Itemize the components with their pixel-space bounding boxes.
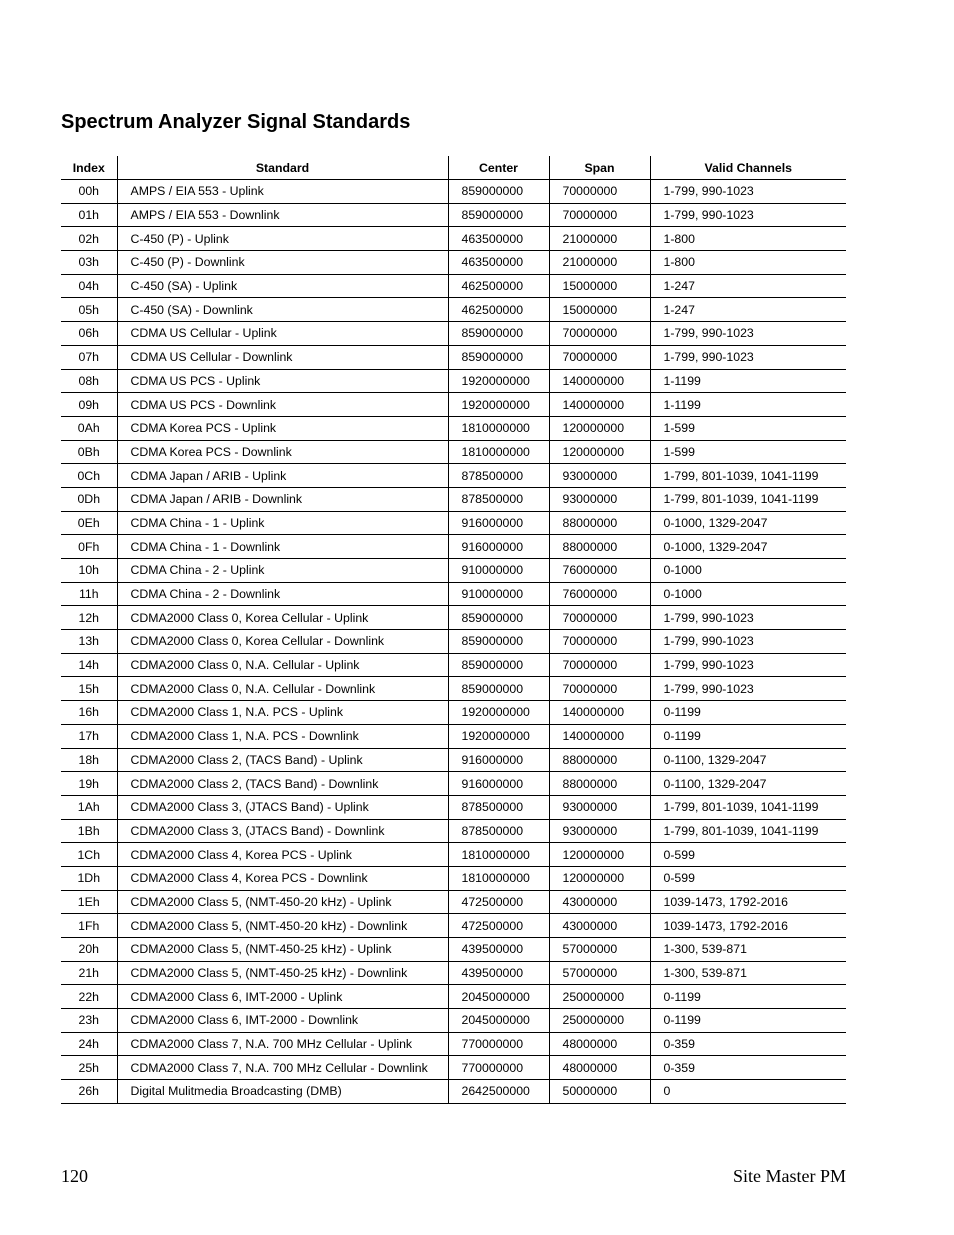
span-cell: 70000000 bbox=[549, 677, 650, 701]
standard-cell: AMPS / EIA 553 - Downlink bbox=[117, 203, 448, 227]
table-row bbox=[61, 298, 846, 322]
standard-cell: CDMA US Cellular - Uplink bbox=[117, 322, 448, 346]
standard-cell: CDMA2000 Class 5, (NMT-450-25 kHz) - Uplink bbox=[117, 938, 448, 962]
table-row bbox=[61, 772, 846, 796]
valid-channels-cell: 1-799, 801-1039, 1041-1199 bbox=[650, 464, 846, 488]
center-cell: 1810000000 bbox=[448, 843, 549, 867]
table-row bbox=[61, 606, 846, 630]
valid-channels-cell: 1-799, 990-1023 bbox=[650, 180, 846, 204]
index-cell: 06h bbox=[61, 322, 117, 346]
standard-cell: CDMA Korea PCS - Uplink bbox=[117, 416, 448, 440]
valid-channels-cell: 0-1000 bbox=[650, 559, 846, 583]
table-row bbox=[61, 653, 846, 677]
valid-channels-cell: 1-1199 bbox=[650, 393, 846, 417]
table-row bbox=[61, 1032, 846, 1056]
index-cell: 13h bbox=[61, 630, 117, 654]
center-cell: 472500000 bbox=[448, 890, 549, 914]
span-cell: 88000000 bbox=[549, 772, 650, 796]
span-cell: 15000000 bbox=[549, 274, 650, 298]
center-cell: 2045000000 bbox=[448, 985, 549, 1009]
center-cell: 2045000000 bbox=[448, 1009, 549, 1033]
standard-cell: C-450 (SA) - Uplink bbox=[117, 274, 448, 298]
table-row bbox=[61, 961, 846, 985]
standard-cell: CDMA2000 Class 5, (NMT-450-20 kHz) - Uplink bbox=[117, 890, 448, 914]
valid-channels-cell: 1-300, 539-871 bbox=[650, 961, 846, 985]
valid-channels-cell: 1-799, 990-1023 bbox=[650, 345, 846, 369]
span-cell: 93000000 bbox=[549, 487, 650, 511]
standard-cell: CDMA2000 Class 3, (JTACS Band) - Uplink bbox=[117, 795, 448, 819]
center-cell: 916000000 bbox=[448, 511, 549, 535]
valid-channels-cell: 1-799, 990-1023 bbox=[650, 203, 846, 227]
center-cell: 878500000 bbox=[448, 795, 549, 819]
table-row bbox=[61, 1056, 846, 1080]
standard-cell: CDMA2000 Class 0, N.A. Cellular - Uplink bbox=[117, 653, 448, 677]
standard-cell: CDMA2000 Class 0, Korea Cellular - Uplink bbox=[117, 606, 448, 630]
index-cell: 1Ch bbox=[61, 843, 117, 867]
center-cell: 878500000 bbox=[448, 487, 549, 511]
valid-channels-cell: 1-599 bbox=[650, 416, 846, 440]
index-cell: 24h bbox=[61, 1032, 117, 1056]
center-cell: 878500000 bbox=[448, 464, 549, 488]
valid-channels-cell: 1-300, 539-871 bbox=[650, 938, 846, 962]
center-cell: 859000000 bbox=[448, 345, 549, 369]
center-cell: 1810000000 bbox=[448, 440, 549, 464]
center-cell: 859000000 bbox=[448, 203, 549, 227]
span-cell: 93000000 bbox=[549, 795, 650, 819]
valid-channels-cell: 0-1100, 1329-2047 bbox=[650, 748, 846, 772]
standard-cell: CDMA2000 Class 5, (NMT-450-25 kHz) - Downlink bbox=[117, 961, 448, 985]
valid-channels-cell: 0-1100, 1329-2047 bbox=[650, 772, 846, 796]
span-cell: 88000000 bbox=[549, 535, 650, 559]
column-header-index: Index bbox=[61, 156, 117, 180]
center-cell: 439500000 bbox=[448, 938, 549, 962]
center-cell: 463500000 bbox=[448, 227, 549, 251]
standard-cell: CDMA2000 Class 4, Korea PCS - Uplink bbox=[117, 843, 448, 867]
table-row bbox=[61, 1009, 846, 1033]
index-cell: 04h bbox=[61, 274, 117, 298]
center-cell: 1920000000 bbox=[448, 369, 549, 393]
table-row bbox=[61, 345, 846, 369]
standard-cell: CDMA2000 Class 2, (TACS Band) - Uplink bbox=[117, 748, 448, 772]
table-row bbox=[61, 795, 846, 819]
span-cell: 21000000 bbox=[549, 251, 650, 275]
table-row bbox=[61, 843, 846, 867]
center-cell: 1920000000 bbox=[448, 393, 549, 417]
span-cell: 48000000 bbox=[549, 1056, 650, 1080]
valid-channels-cell: 1-1199 bbox=[650, 369, 846, 393]
table-row bbox=[61, 938, 846, 962]
span-cell: 43000000 bbox=[549, 890, 650, 914]
center-cell: 910000000 bbox=[448, 582, 549, 606]
standard-cell: CDMA Japan / ARIB - Uplink bbox=[117, 464, 448, 488]
valid-channels-cell: 1039-1473, 1792-2016 bbox=[650, 914, 846, 938]
index-cell: 10h bbox=[61, 559, 117, 583]
standard-cell: CDMA China - 1 - Downlink bbox=[117, 535, 448, 559]
standard-cell: CDMA China - 1 - Uplink bbox=[117, 511, 448, 535]
column-header-standard: Standard bbox=[117, 156, 448, 180]
standard-cell: CDMA2000 Class 0, N.A. Cellular - Downlink bbox=[117, 677, 448, 701]
standard-cell: CDMA China - 2 - Downlink bbox=[117, 582, 448, 606]
valid-channels-cell: 0-359 bbox=[650, 1056, 846, 1080]
table-row bbox=[61, 274, 846, 298]
index-cell: 02h bbox=[61, 227, 117, 251]
standard-cell: AMPS / EIA 553 - Uplink bbox=[117, 180, 448, 204]
span-cell: 93000000 bbox=[549, 464, 650, 488]
valid-channels-cell: 0-1000, 1329-2047 bbox=[650, 535, 846, 559]
span-cell: 120000000 bbox=[549, 843, 650, 867]
standard-cell: CDMA2000 Class 0, Korea Cellular - Downlink bbox=[117, 630, 448, 654]
table-row bbox=[61, 748, 846, 772]
standard-cell: CDMA US Cellular - Downlink bbox=[117, 345, 448, 369]
span-cell: 48000000 bbox=[549, 1032, 650, 1056]
index-cell: 1Ah bbox=[61, 795, 117, 819]
standard-cell: CDMA2000 Class 7, N.A. 700 MHz Cellular - Uplink bbox=[117, 1032, 448, 1056]
column-header-valid-channels: Valid Channels bbox=[650, 156, 846, 180]
valid-channels-cell: 1-800 bbox=[650, 251, 846, 275]
index-cell: 21h bbox=[61, 961, 117, 985]
valid-channels-cell: 0-599 bbox=[650, 843, 846, 867]
table-row bbox=[61, 559, 846, 583]
span-cell: 21000000 bbox=[549, 227, 650, 251]
standard-cell: CDMA2000 Class 1, N.A. PCS - Downlink bbox=[117, 724, 448, 748]
span-cell: 93000000 bbox=[549, 819, 650, 843]
page-title: Spectrum Analyzer Signal Standards bbox=[61, 111, 411, 133]
standard-cell: CDMA2000 Class 7, N.A. 700 MHz Cellular - Downlink bbox=[117, 1056, 448, 1080]
span-cell: 70000000 bbox=[549, 345, 650, 369]
span-cell: 120000000 bbox=[549, 416, 650, 440]
center-cell: 439500000 bbox=[448, 961, 549, 985]
span-cell: 50000000 bbox=[549, 1080, 650, 1104]
index-cell: 05h bbox=[61, 298, 117, 322]
standard-cell: CDMA2000 Class 2, (TACS Band) - Downlink bbox=[117, 772, 448, 796]
span-cell: 140000000 bbox=[549, 393, 650, 417]
index-cell: 08h bbox=[61, 369, 117, 393]
span-cell: 15000000 bbox=[549, 298, 650, 322]
index-cell: 23h bbox=[61, 1009, 117, 1033]
center-cell: 859000000 bbox=[448, 630, 549, 654]
table-row bbox=[61, 511, 846, 535]
center-cell: 2642500000 bbox=[448, 1080, 549, 1104]
center-cell: 859000000 bbox=[448, 606, 549, 630]
index-cell: 03h bbox=[61, 251, 117, 275]
valid-channels-cell: 1-799, 990-1023 bbox=[650, 677, 846, 701]
valid-channels-cell: 1-799, 990-1023 bbox=[650, 322, 846, 346]
span-cell: 70000000 bbox=[549, 322, 650, 346]
table-row bbox=[61, 914, 846, 938]
valid-channels-cell: 0-599 bbox=[650, 866, 846, 890]
index-cell: 0Fh bbox=[61, 535, 117, 559]
standard-cell: C-450 (P) - Uplink bbox=[117, 227, 448, 251]
table-row bbox=[61, 227, 846, 251]
signal-standards-table bbox=[61, 156, 846, 1104]
valid-channels-cell: 0 bbox=[650, 1080, 846, 1104]
table-row bbox=[61, 1080, 846, 1104]
center-cell: 1810000000 bbox=[448, 866, 549, 890]
column-header-span: Span bbox=[549, 156, 650, 180]
valid-channels-cell: 0-1199 bbox=[650, 724, 846, 748]
index-cell: 18h bbox=[61, 748, 117, 772]
column-header-center: Center bbox=[448, 156, 549, 180]
span-cell: 57000000 bbox=[549, 961, 650, 985]
table-row bbox=[61, 416, 846, 440]
valid-channels-cell: 0-359 bbox=[650, 1032, 846, 1056]
span-cell: 250000000 bbox=[549, 985, 650, 1009]
index-cell: 0Ch bbox=[61, 464, 117, 488]
index-cell: 16h bbox=[61, 701, 117, 725]
standard-cell: CDMA2000 Class 1, N.A. PCS - Uplink bbox=[117, 701, 448, 725]
span-cell: 120000000 bbox=[549, 866, 650, 890]
table-row bbox=[61, 464, 846, 488]
table-row bbox=[61, 180, 846, 204]
table-row bbox=[61, 322, 846, 346]
center-cell: 916000000 bbox=[448, 772, 549, 796]
center-cell: 859000000 bbox=[448, 180, 549, 204]
span-cell: 70000000 bbox=[549, 180, 650, 204]
valid-channels-cell: 1-599 bbox=[650, 440, 846, 464]
index-cell: 15h bbox=[61, 677, 117, 701]
center-cell: 1920000000 bbox=[448, 724, 549, 748]
standard-cell: C-450 (SA) - Downlink bbox=[117, 298, 448, 322]
index-cell: 26h bbox=[61, 1080, 117, 1104]
index-cell: 1Bh bbox=[61, 819, 117, 843]
index-cell: 14h bbox=[61, 653, 117, 677]
index-cell: 0Bh bbox=[61, 440, 117, 464]
standard-cell: CDMA Korea PCS - Downlink bbox=[117, 440, 448, 464]
valid-channels-cell: 1-799, 990-1023 bbox=[650, 606, 846, 630]
standard-cell: CDMA2000 Class 6, IMT-2000 - Uplink bbox=[117, 985, 448, 1009]
table-row bbox=[61, 393, 846, 417]
table-header-row bbox=[61, 156, 846, 180]
center-cell: 472500000 bbox=[448, 914, 549, 938]
table-row bbox=[61, 630, 846, 654]
valid-channels-cell: 1-247 bbox=[650, 298, 846, 322]
index-cell: 25h bbox=[61, 1056, 117, 1080]
center-cell: 462500000 bbox=[448, 298, 549, 322]
valid-channels-cell: 1-799, 990-1023 bbox=[650, 653, 846, 677]
index-cell: 1Fh bbox=[61, 914, 117, 938]
standard-cell: C-450 (P) - Downlink bbox=[117, 251, 448, 275]
span-cell: 120000000 bbox=[549, 440, 650, 464]
center-cell: 462500000 bbox=[448, 274, 549, 298]
valid-channels-cell: 1-799, 801-1039, 1041-1199 bbox=[650, 819, 846, 843]
index-cell: 09h bbox=[61, 393, 117, 417]
valid-channels-cell: 0-1199 bbox=[650, 1009, 846, 1033]
center-cell: 859000000 bbox=[448, 677, 549, 701]
standard-cell: CDMA2000 Class 4, Korea PCS - Downlink bbox=[117, 866, 448, 890]
valid-channels-cell: 0-1199 bbox=[650, 985, 846, 1009]
valid-channels-cell: 0-1199 bbox=[650, 701, 846, 725]
table-row bbox=[61, 724, 846, 748]
center-cell: 916000000 bbox=[448, 535, 549, 559]
valid-channels-cell: 0-1000 bbox=[650, 582, 846, 606]
index-cell: 12h bbox=[61, 606, 117, 630]
index-cell: 22h bbox=[61, 985, 117, 1009]
valid-channels-cell: 1-799, 801-1039, 1041-1199 bbox=[650, 795, 846, 819]
table-row bbox=[61, 701, 846, 725]
standard-cell: Digital Mulitmedia Broadcasting (DMB) bbox=[117, 1080, 448, 1104]
page-number: 120 bbox=[61, 1166, 88, 1186]
center-cell: 859000000 bbox=[448, 322, 549, 346]
span-cell: 250000000 bbox=[549, 1009, 650, 1033]
standard-cell: CDMA2000 Class 6, IMT-2000 - Downlink bbox=[117, 1009, 448, 1033]
table-row bbox=[61, 866, 846, 890]
span-cell: 70000000 bbox=[549, 203, 650, 227]
table-row bbox=[61, 985, 846, 1009]
table-row bbox=[61, 582, 846, 606]
span-cell: 57000000 bbox=[549, 938, 650, 962]
table-row bbox=[61, 369, 846, 393]
standard-cell: CDMA2000 Class 5, (NMT-450-20 kHz) - Downlink bbox=[117, 914, 448, 938]
span-cell: 76000000 bbox=[549, 559, 650, 583]
center-cell: 463500000 bbox=[448, 251, 549, 275]
index-cell: 1Dh bbox=[61, 866, 117, 890]
table-row bbox=[61, 677, 846, 701]
valid-channels-cell: 1-800 bbox=[650, 227, 846, 251]
index-cell: 07h bbox=[61, 345, 117, 369]
valid-channels-cell: 0-1000, 1329-2047 bbox=[650, 511, 846, 535]
span-cell: 88000000 bbox=[549, 511, 650, 535]
index-cell: 19h bbox=[61, 772, 117, 796]
index-cell: 0Dh bbox=[61, 487, 117, 511]
table-row bbox=[61, 203, 846, 227]
center-cell: 770000000 bbox=[448, 1032, 549, 1056]
standard-cell: CDMA US PCS - Uplink bbox=[117, 369, 448, 393]
center-cell: 910000000 bbox=[448, 559, 549, 583]
valid-channels-cell: 1-247 bbox=[650, 274, 846, 298]
center-cell: 878500000 bbox=[448, 819, 549, 843]
index-cell: 00h bbox=[61, 180, 117, 204]
span-cell: 88000000 bbox=[549, 748, 650, 772]
table-row bbox=[61, 890, 846, 914]
table-body bbox=[61, 180, 846, 1104]
table-row bbox=[61, 251, 846, 275]
valid-channels-cell: 1-799, 990-1023 bbox=[650, 630, 846, 654]
manual-name: Site Master PM bbox=[732, 1166, 846, 1186]
table-row bbox=[61, 487, 846, 511]
span-cell: 140000000 bbox=[549, 724, 650, 748]
span-cell: 70000000 bbox=[549, 606, 650, 630]
index-cell: 0Eh bbox=[61, 511, 117, 535]
span-cell: 140000000 bbox=[549, 701, 650, 725]
table-row bbox=[61, 440, 846, 464]
center-cell: 1810000000 bbox=[448, 416, 549, 440]
standard-cell: CDMA US PCS - Downlink bbox=[117, 393, 448, 417]
standard-cell: CDMA China - 2 - Uplink bbox=[117, 559, 448, 583]
index-cell: 20h bbox=[61, 938, 117, 962]
index-cell: 17h bbox=[61, 724, 117, 748]
table-row bbox=[61, 535, 846, 559]
index-cell: 1Eh bbox=[61, 890, 117, 914]
standard-cell: CDMA2000 Class 3, (JTACS Band) - Downlink bbox=[117, 819, 448, 843]
span-cell: 140000000 bbox=[549, 369, 650, 393]
index-cell: 11h bbox=[61, 582, 117, 606]
table-row bbox=[61, 819, 846, 843]
index-cell: 01h bbox=[61, 203, 117, 227]
span-cell: 70000000 bbox=[549, 630, 650, 654]
valid-channels-cell: 1039-1473, 1792-2016 bbox=[650, 890, 846, 914]
index-cell: 0Ah bbox=[61, 416, 117, 440]
span-cell: 70000000 bbox=[549, 653, 650, 677]
valid-channels-cell: 1-799, 801-1039, 1041-1199 bbox=[650, 487, 846, 511]
standard-cell: CDMA Japan / ARIB - Downlink bbox=[117, 487, 448, 511]
span-cell: 43000000 bbox=[549, 914, 650, 938]
span-cell: 76000000 bbox=[549, 582, 650, 606]
center-cell: 916000000 bbox=[448, 748, 549, 772]
center-cell: 859000000 bbox=[448, 653, 549, 677]
center-cell: 770000000 bbox=[448, 1056, 549, 1080]
center-cell: 1920000000 bbox=[448, 701, 549, 725]
